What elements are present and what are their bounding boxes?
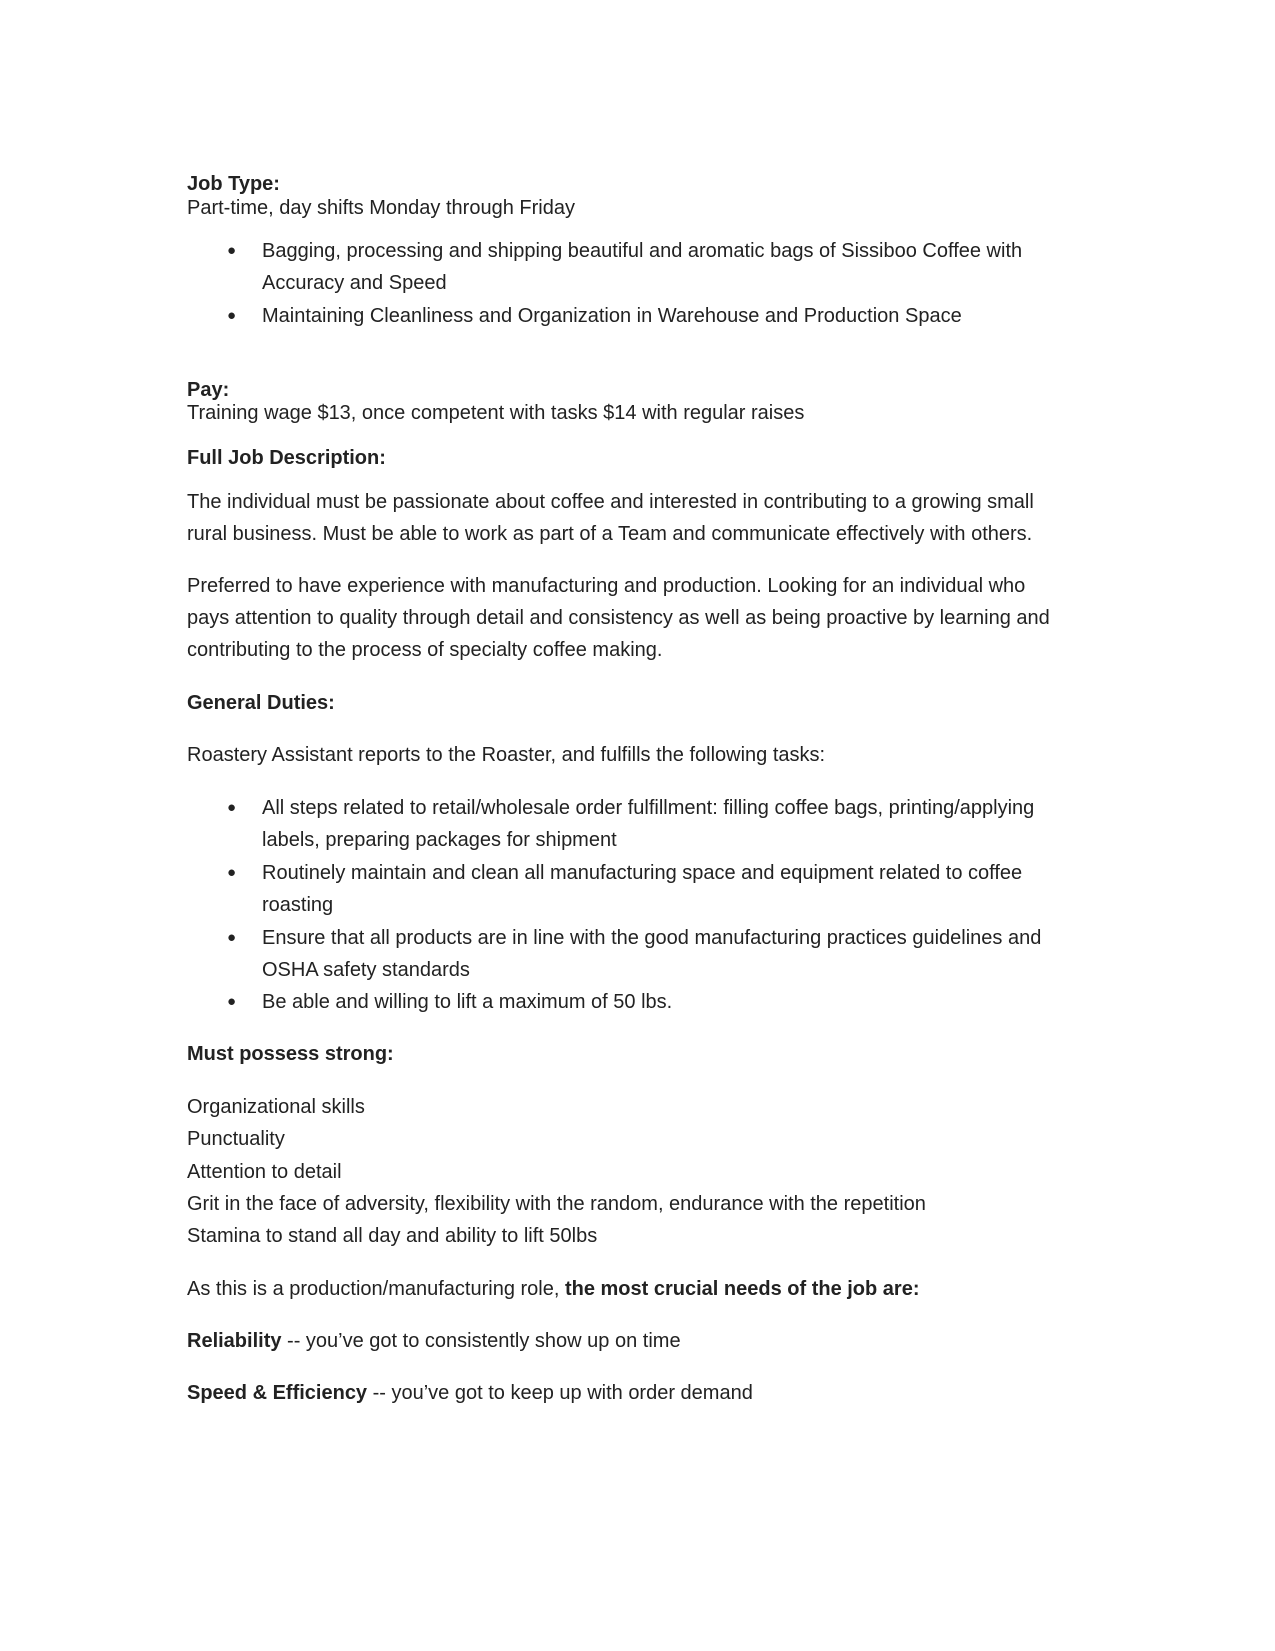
pay-heading: Pay: <box>187 379 230 401</box>
skill-item: Punctuality <box>187 1128 285 1150</box>
bullet-icon: ● <box>227 799 237 816</box>
job-type-text: Part-time, day shifts Monday through Friday <box>187 197 575 219</box>
crucial-needs-line: As this is a production/manufacturing role, the most crucial needs of the job are: <box>187 1278 920 1300</box>
skill-item: Stamina to stand all day and ability to lift 50lbs <box>187 1225 598 1247</box>
pay-text: Training wage $13, once competent with tasks $14 with regular raises <box>187 402 805 424</box>
full-description-heading: Full Job Description: <box>187 447 386 469</box>
bullet-icon: ● <box>227 864 237 881</box>
bullet-icon: ● <box>227 242 237 259</box>
need-reliability: Reliability -- you’ve got to consistently show up on time <box>187 1330 681 1352</box>
skill-item: Grit in the face of adversity, flexibility with the random, endurance with the repetition <box>187 1193 926 1215</box>
need-speed-efficiency: Speed & Efficiency -- you’ve got to keep up with order demand <box>187 1382 753 1404</box>
skills-heading: Must possess strong: <box>187 1043 394 1065</box>
skill-item: Attention to detail <box>187 1161 342 1183</box>
bullet-icon: ● <box>227 307 237 324</box>
bullet-icon: ● <box>227 993 237 1010</box>
general-duties-intro: Roastery Assistant reports to the Roaster, and fulfills the following tasks: <box>187 744 826 766</box>
bullet-icon: ● <box>227 929 237 946</box>
skill-item: Organizational skills <box>187 1096 365 1118</box>
job-type-heading: Job Type: <box>187 173 280 195</box>
general-duties-heading: General Duties: <box>187 692 335 714</box>
